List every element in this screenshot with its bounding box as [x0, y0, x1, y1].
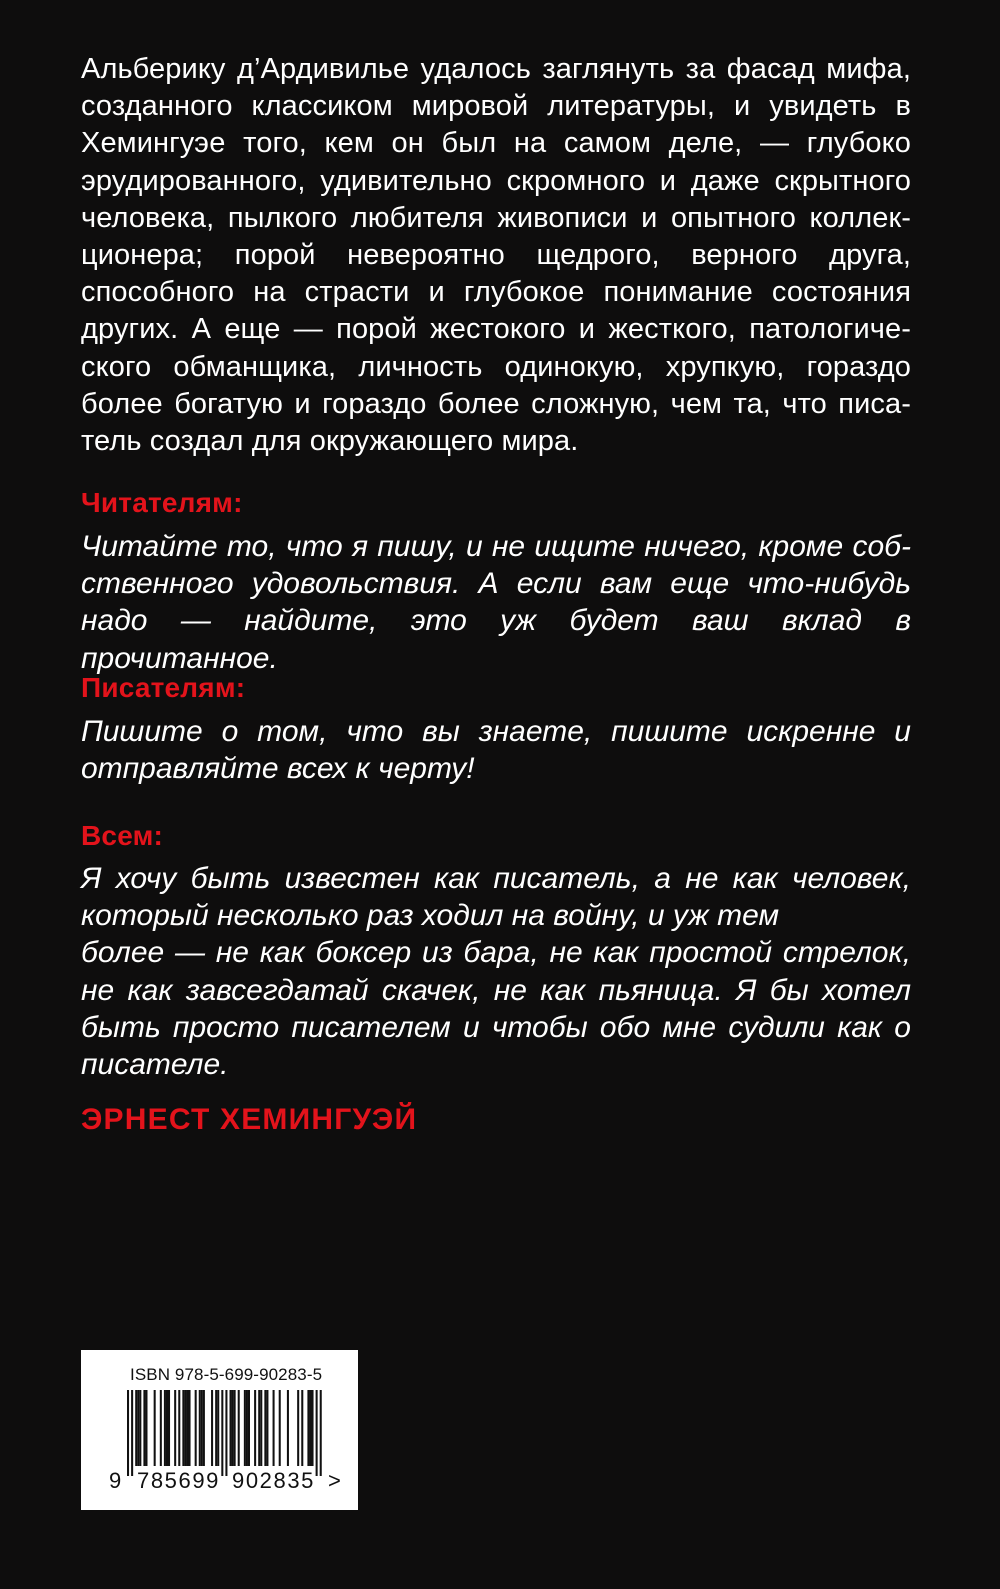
barcode-bar: [264, 1390, 266, 1466]
barcode-digit-first: 9: [109, 1468, 122, 1493]
author-name: ЭРНЕСТ ХЕМИНГУЭЙ: [81, 1103, 418, 1136]
quote-line: Я хочу быть известен как писатель, а не как человек,: [81, 862, 911, 895]
barcode-bar: [164, 1390, 166, 1466]
intro-line: более богатую и гораздо более сложную, чем та, что писа-: [81, 387, 911, 420]
section-heading-writers: Писателям:: [81, 672, 246, 703]
barcode-panel: [81, 1350, 358, 1510]
barcode-bar: [230, 1390, 232, 1466]
quote-line: быть просто писателем и чтобы обо мне судили как о: [81, 1010, 911, 1044]
barcode-bar: [258, 1390, 260, 1466]
barcode-bar: [178, 1390, 180, 1466]
quote-line: который несколько раз ходил на войну, и уж тем: [81, 899, 780, 933]
barcode-bar: [307, 1390, 309, 1466]
barcode-bar: [168, 1390, 170, 1466]
barcode-bar: [131, 1390, 133, 1476]
section-quote-everyone: [81, 860, 911, 1083]
barcode-bar: [246, 1390, 248, 1466]
section-heading-everyone: Всем:: [81, 820, 164, 851]
quote-line: писателе.: [81, 1048, 229, 1082]
barcode-bar: [234, 1390, 236, 1466]
section-quote-readers: [81, 528, 911, 677]
barcode-bar: [244, 1390, 246, 1466]
barcode-bar: [135, 1390, 137, 1466]
quote-line: Пишите о том, что вы знаете, пишите искренне и: [81, 715, 911, 748]
barcode-bar: [186, 1390, 188, 1466]
barcode-bar: [301, 1390, 303, 1466]
barcode-bar: [279, 1390, 281, 1466]
quote-line: не как завсегдатай скачек, не как пьяница. Я бы хотел: [81, 973, 911, 1007]
barcode-bar: [238, 1390, 240, 1466]
isbn-label: ISBN 978-5-699-90283-5: [130, 1365, 323, 1384]
quote-line: Читайте то, что я пишу, и не ищите ничего, кроме соб-: [81, 530, 911, 563]
section-quote-writers: [81, 713, 911, 787]
barcode-bar: [211, 1390, 213, 1466]
intro-line: других. А еще — порой жестокого и жесткого, патологиче-: [81, 313, 911, 346]
barcode-bar: [316, 1390, 318, 1476]
barcode-bar: [266, 1390, 268, 1466]
barcode-bar: [221, 1390, 223, 1476]
intro-line: эрудированного, удивительно скромного и даже скрытного: [81, 164, 911, 197]
quote-line: ственного удовольствия. А если вам еще что-нибудь: [81, 567, 911, 601]
quote-line: надо — найдите, это уж будет ваш вклад в прочитанное.: [81, 604, 911, 675]
barcode-bar: [174, 1390, 176, 1466]
barcode-bar: [287, 1390, 289, 1466]
intro-line: способного на страсти и глубокое понимание состояния: [81, 276, 911, 309]
barcode-digits-right: 902835: [232, 1468, 316, 1493]
barcode-bar: [203, 1390, 205, 1466]
barcode-bar: [232, 1390, 234, 1466]
barcode-bar: [273, 1390, 275, 1466]
barcode-bar: [225, 1390, 227, 1476]
intro-line: тель создал для окружающего мира.: [81, 425, 579, 458]
barcode-bar: [217, 1390, 219, 1466]
barcode-bar: [201, 1390, 203, 1466]
barcode-bar: [215, 1390, 217, 1466]
barcode-bar: [137, 1390, 139, 1466]
intro-paragraph: [81, 51, 911, 460]
barcode-bar: [199, 1390, 201, 1466]
barcode-bar: [254, 1390, 256, 1466]
barcode-bar: [154, 1390, 156, 1466]
intro-line: созданного классиком мировой литературы, и увидеть в: [81, 90, 911, 123]
quote-line: более — не как боксер из бара, не как простой стрелок,: [81, 936, 911, 970]
barcode-bar: [260, 1390, 262, 1466]
quote-line: отправляйте всех к черту!: [81, 752, 475, 786]
intro-line: Альберику д’Ардивилье удалось заглянуть за фасад мифа,: [81, 53, 911, 85]
intro-line: ского обманщика, личность одинокую, хрупкую, гораздо: [81, 350, 911, 383]
barcode-bar: [297, 1390, 299, 1466]
barcode-bar: [139, 1390, 141, 1466]
barcode-bar: [248, 1390, 250, 1466]
barcode-bar: [145, 1390, 147, 1466]
barcode-marker: >: [328, 1468, 341, 1493]
barcode-bar: [184, 1390, 186, 1466]
intro-line: ционера; порой невероятно щедрого, верного друга,: [81, 239, 911, 272]
barcode-bar: [160, 1390, 162, 1466]
intro-line: Хемингуэе того, кем он был на самом деле, — глубоко: [81, 127, 911, 160]
barcode-bar: [166, 1390, 168, 1466]
barcode-bar: [312, 1390, 314, 1466]
barcode-bar: [182, 1390, 184, 1466]
barcode-bar: [127, 1390, 129, 1476]
barcode-bar: [189, 1390, 191, 1466]
barcode-digits-left: 785699: [137, 1468, 221, 1493]
barcode-bar: [320, 1390, 322, 1476]
barcode-bar: [143, 1390, 145, 1466]
barcode-bar: [309, 1390, 311, 1466]
section-heading-readers: Читателям:: [81, 487, 243, 518]
intro-line: человека, пылкого любителя живописи и опытного коллек-: [81, 201, 911, 234]
barcode-bar: [195, 1390, 197, 1466]
